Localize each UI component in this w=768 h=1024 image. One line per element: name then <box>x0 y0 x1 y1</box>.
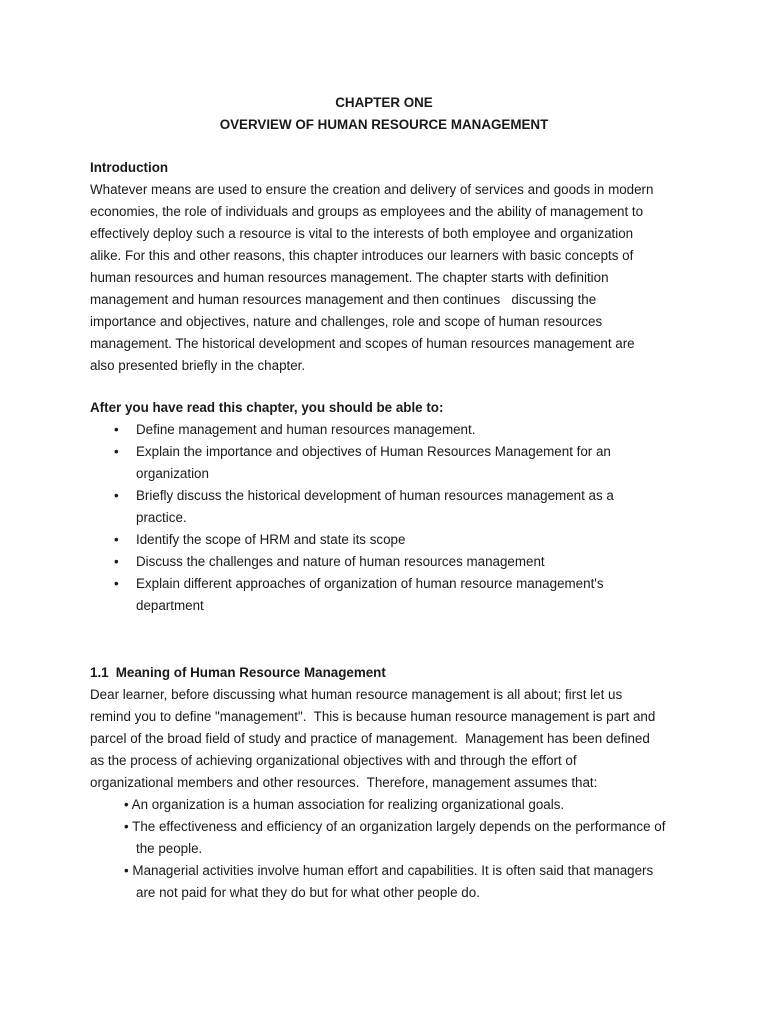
paragraph-line: economies, the role of individuals and groups as employees and the ability of management to <box>90 204 644 219</box>
list-item-line: organization <box>136 466 209 481</box>
objectives-heading: After you have read this chapter, you should be able to: <box>90 400 444 415</box>
objectives-list <box>90 419 690 617</box>
list-item-line: practice. <box>136 510 187 525</box>
paragraph-line: as the process of achieving organizational objectives with and through the effort of <box>90 753 577 768</box>
list-item <box>90 860 690 904</box>
assumptions-list <box>90 794 690 904</box>
paragraph-line: also presented briefly in the chapter. <box>90 358 306 373</box>
list-item-line: • Managerial activities involve human effort and capabilities. It is often said that managers <box>124 863 654 878</box>
bullet-icon: • <box>114 422 119 437</box>
list-item <box>90 485 690 529</box>
section-number: 1.1 <box>90 665 109 680</box>
chapter-label: CHAPTER ONE <box>335 95 433 110</box>
chapter-title: OVERVIEW OF HUMAN RESOURCE MANAGEMENT <box>219 117 549 132</box>
bullet-icon: • <box>114 488 119 503</box>
bullet-icon: • <box>114 444 119 459</box>
bullet-icon: • <box>114 576 119 591</box>
paragraph-line: remind you to define "management". This is because human resource management is part and <box>90 709 656 724</box>
paragraph-line: importance and objectives, nature and challenges, role and scope of human resources <box>90 314 603 329</box>
list-item <box>90 529 690 551</box>
list-item-line: Explain the importance and objectives of Human Resources Management for an <box>136 444 611 459</box>
list-item-line: • An organization is a human association for realizing organizational goals. <box>124 797 565 812</box>
objectives-section <box>90 397 690 617</box>
bullet-icon: • <box>114 532 119 547</box>
list-item-line: Discuss the challenges and nature of human resources management <box>136 554 545 569</box>
list-item-line: are not paid for what they do but for what other people do. <box>136 885 480 900</box>
section-paragraph <box>90 684 690 794</box>
introduction-paragraph <box>90 179 690 377</box>
bullet-icon: • <box>114 554 119 569</box>
paragraph-line: organizational members and other resources. Therefore, management assumes that: <box>90 775 598 790</box>
list-item <box>90 419 690 441</box>
list-item <box>90 441 690 485</box>
bullet-icon: • <box>124 797 132 812</box>
section-title: Meaning of Human Resource Management <box>115 665 386 680</box>
list-item-line: department <box>136 598 204 613</box>
introduction-heading: Introduction <box>90 160 169 175</box>
paragraph-line: human resources and human resources management. The chapter starts with definition <box>90 270 609 285</box>
paragraph-line: management and human resources management and then continues discussing the <box>90 292 597 307</box>
list-item-line: Briefly discuss the historical development of human resources management as a <box>136 488 614 503</box>
paragraph-line: effectively deploy such a resource is vital to the interests of both employee and organization <box>90 226 634 241</box>
bullet-icon: • <box>124 819 133 834</box>
bullet-icon: • <box>124 863 133 878</box>
list-item-line: Explain different approaches of organization of human resource management's <box>136 576 604 591</box>
section-heading <box>90 662 690 684</box>
list-item-line: Define management and human resources management. <box>136 422 476 437</box>
paragraph-line: management. The historical development and scopes of human resources management are <box>90 336 635 351</box>
section-1-1 <box>90 662 690 904</box>
list-item-line: the people. <box>136 841 203 856</box>
paragraph-line: Whatever means are used to ensure the creation and delivery of services and goods in modern <box>90 182 654 197</box>
list-item <box>90 573 690 617</box>
paragraph-line: parcel of the broad field of study and practice of management. Management has been defined <box>90 731 650 746</box>
list-item-line: Identify the scope of HRM and state its scope <box>136 532 406 547</box>
list-item <box>90 794 690 816</box>
paragraph-line: Dear learner, before discussing what human resource management is all about; first let us <box>90 687 623 702</box>
list-item-line: • The effectiveness and efficiency of an organization largely depends on the performance of <box>124 819 666 834</box>
list-item <box>90 551 690 573</box>
introduction-section <box>90 157 690 377</box>
list-item <box>90 816 690 860</box>
paragraph-line: alike. For this and other reasons, this chapter introduces our learners with basic concepts of <box>90 248 634 263</box>
